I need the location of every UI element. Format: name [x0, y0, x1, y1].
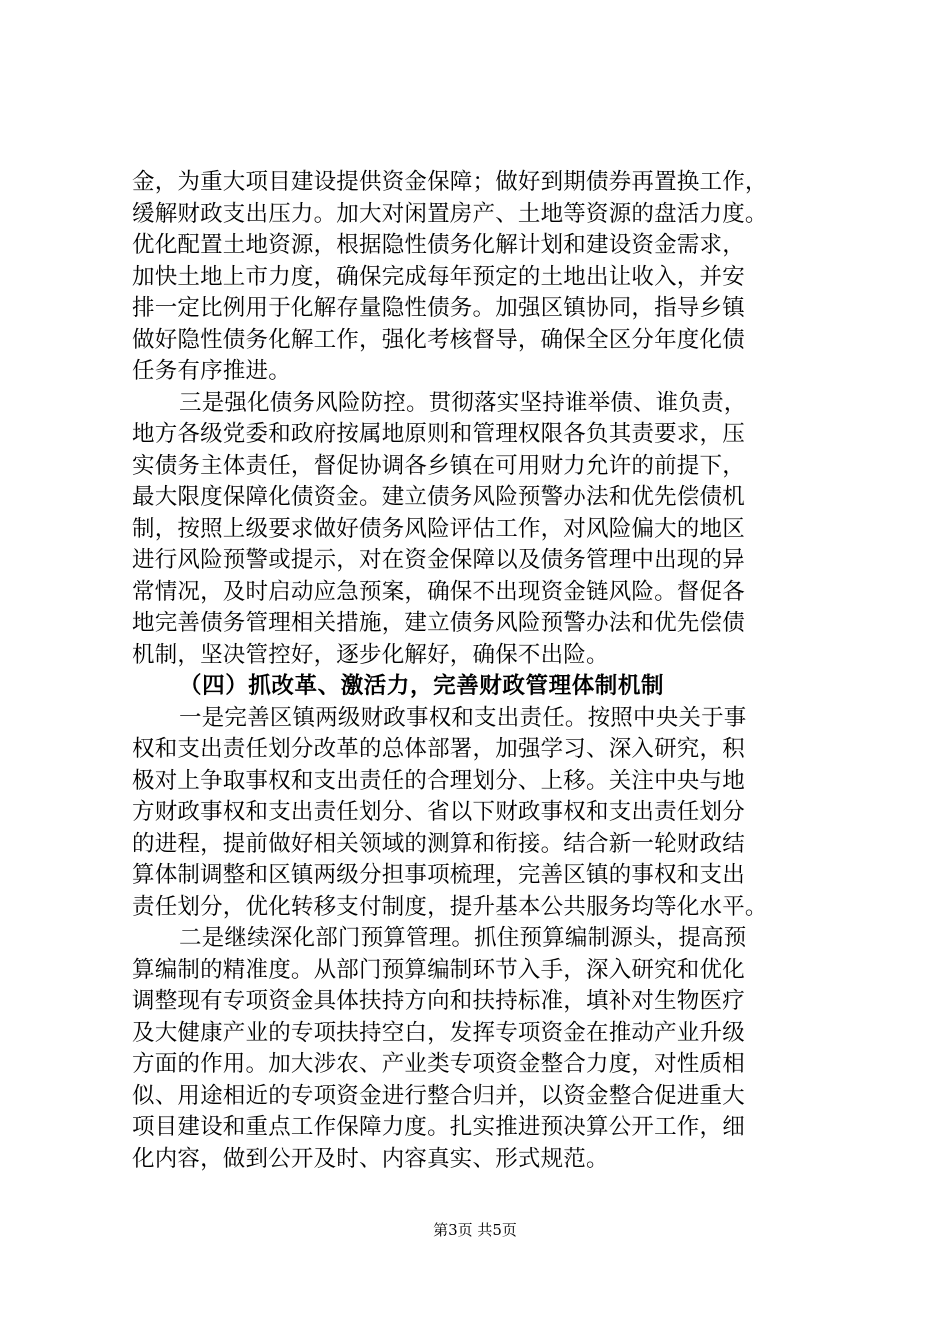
paragraph-line: 的进程，提前做好相关领域的测算和衔接。结合新一轮财政结	[132, 830, 745, 857]
paragraph-line: 制，按照上级要求做好债务风险评估工作，对风险偏大的地区	[132, 515, 745, 542]
paragraph-line: 地方各级党委和政府按属地原则和管理权限各负其责要求，压	[132, 421, 745, 447]
paragraph-line: 及大健康产业的专项扶持空白，发挥专项资金在推动产业升级	[132, 1019, 745, 1046]
paragraph-line: 一是完善区镇两级财政事权和支出责任。按照中央关于事	[179, 704, 747, 731]
paragraph-line: 排一定比例用于化解存量隐性债务。加强区镇协同，指导乡镇	[132, 295, 745, 321]
paragraph-line: 化内容，做到公开及时、内容真实、形式规范。	[132, 1145, 609, 1172]
paragraph-line: 任务有序推进。	[132, 358, 291, 384]
paragraph-line: 算编制的精准度。从部门预算编制环节入手，深入研究和优化	[132, 956, 745, 983]
paragraph-line: 缓解财政支出压力。加大对闲置房产、土地等资源的盘活力度。	[132, 200, 768, 227]
paragraph-line: 金，为重大项目建设提供资金保障；做好到期债券再置换工作，	[132, 169, 768, 195]
paragraph-line: 三是强化债务风险防控。贯彻落实坚持谁举债、谁负责，	[179, 389, 747, 416]
paragraph-line: 机制，坚决管控好，逐步化解好，确保不出险。	[132, 641, 609, 668]
paragraph-line: 实债务主体责任，督促协调各乡镇在可用财力允许的前提下，	[132, 452, 745, 479]
paragraph-line: 算体制调整和区镇两级分担事项梳理，完善区镇的事权和支出	[132, 862, 745, 888]
paragraph-line: 加快土地上市力度，确保完成每年预定的土地出让收入，并安	[132, 263, 745, 290]
paragraph-line: 方财政事权和支出责任划分、省以下财政事权和支出责任划分	[132, 799, 745, 825]
paragraph-line: 极对上争取事权和支出责任的合理划分、上移。关注中央与地	[132, 767, 745, 794]
paragraph-line: 方面的作用。加大涉农、产业类专项资金整合力度，对性质相	[132, 1051, 745, 1077]
paragraph-line: 优化配置土地资源，根据隐性债务化解计划和建设资金需求，	[132, 232, 745, 258]
page-number-footer: 第3页 共5页	[433, 1221, 517, 1239]
paragraph-line: 项目建设和重点工作保障力度。扎实推进预决算公开工作，细	[132, 1114, 745, 1140]
paragraph-line: 进行风险预警或提示，对在资金保障以及债务管理中出现的异	[132, 547, 745, 573]
paragraph-line: 地完善债务管理相关措施，建立债务风险预警办法和优先偿债	[132, 610, 745, 636]
paragraph-line: 常情况，及时启动应急预案，确保不出现资金链风险。督促各	[132, 578, 745, 605]
paragraph-line: 最大限度保障化债资金。建立债务风险预警办法和优先偿债机	[132, 484, 745, 510]
document-body	[132, 167, 832, 1175]
paragraph-line: 做好隐性债务化解工作，强化考核督导，确保全区分年度化债	[132, 326, 745, 353]
paragraph-line: 责任划分，优化转移支付制度，提升基本公共服务均等化水平。	[132, 893, 768, 920]
section-heading: （四）抓改革、激活力，完善财政管理体制机制	[179, 673, 665, 699]
paragraph-line: 权和支出责任划分改革的总体部署，加强学习、深入研究，积	[132, 736, 745, 762]
paragraph-line: 二是继续深化部门预算管理。抓住预算编制源头，提高预	[179, 925, 747, 951]
paragraph-line: 似、用途相近的专项资金进行整合归并，以资金整合促进重大	[132, 1082, 745, 1109]
paragraph-line: 调整现有专项资金具体扶持方向和扶持标准，填补对生物医疗	[132, 988, 745, 1014]
